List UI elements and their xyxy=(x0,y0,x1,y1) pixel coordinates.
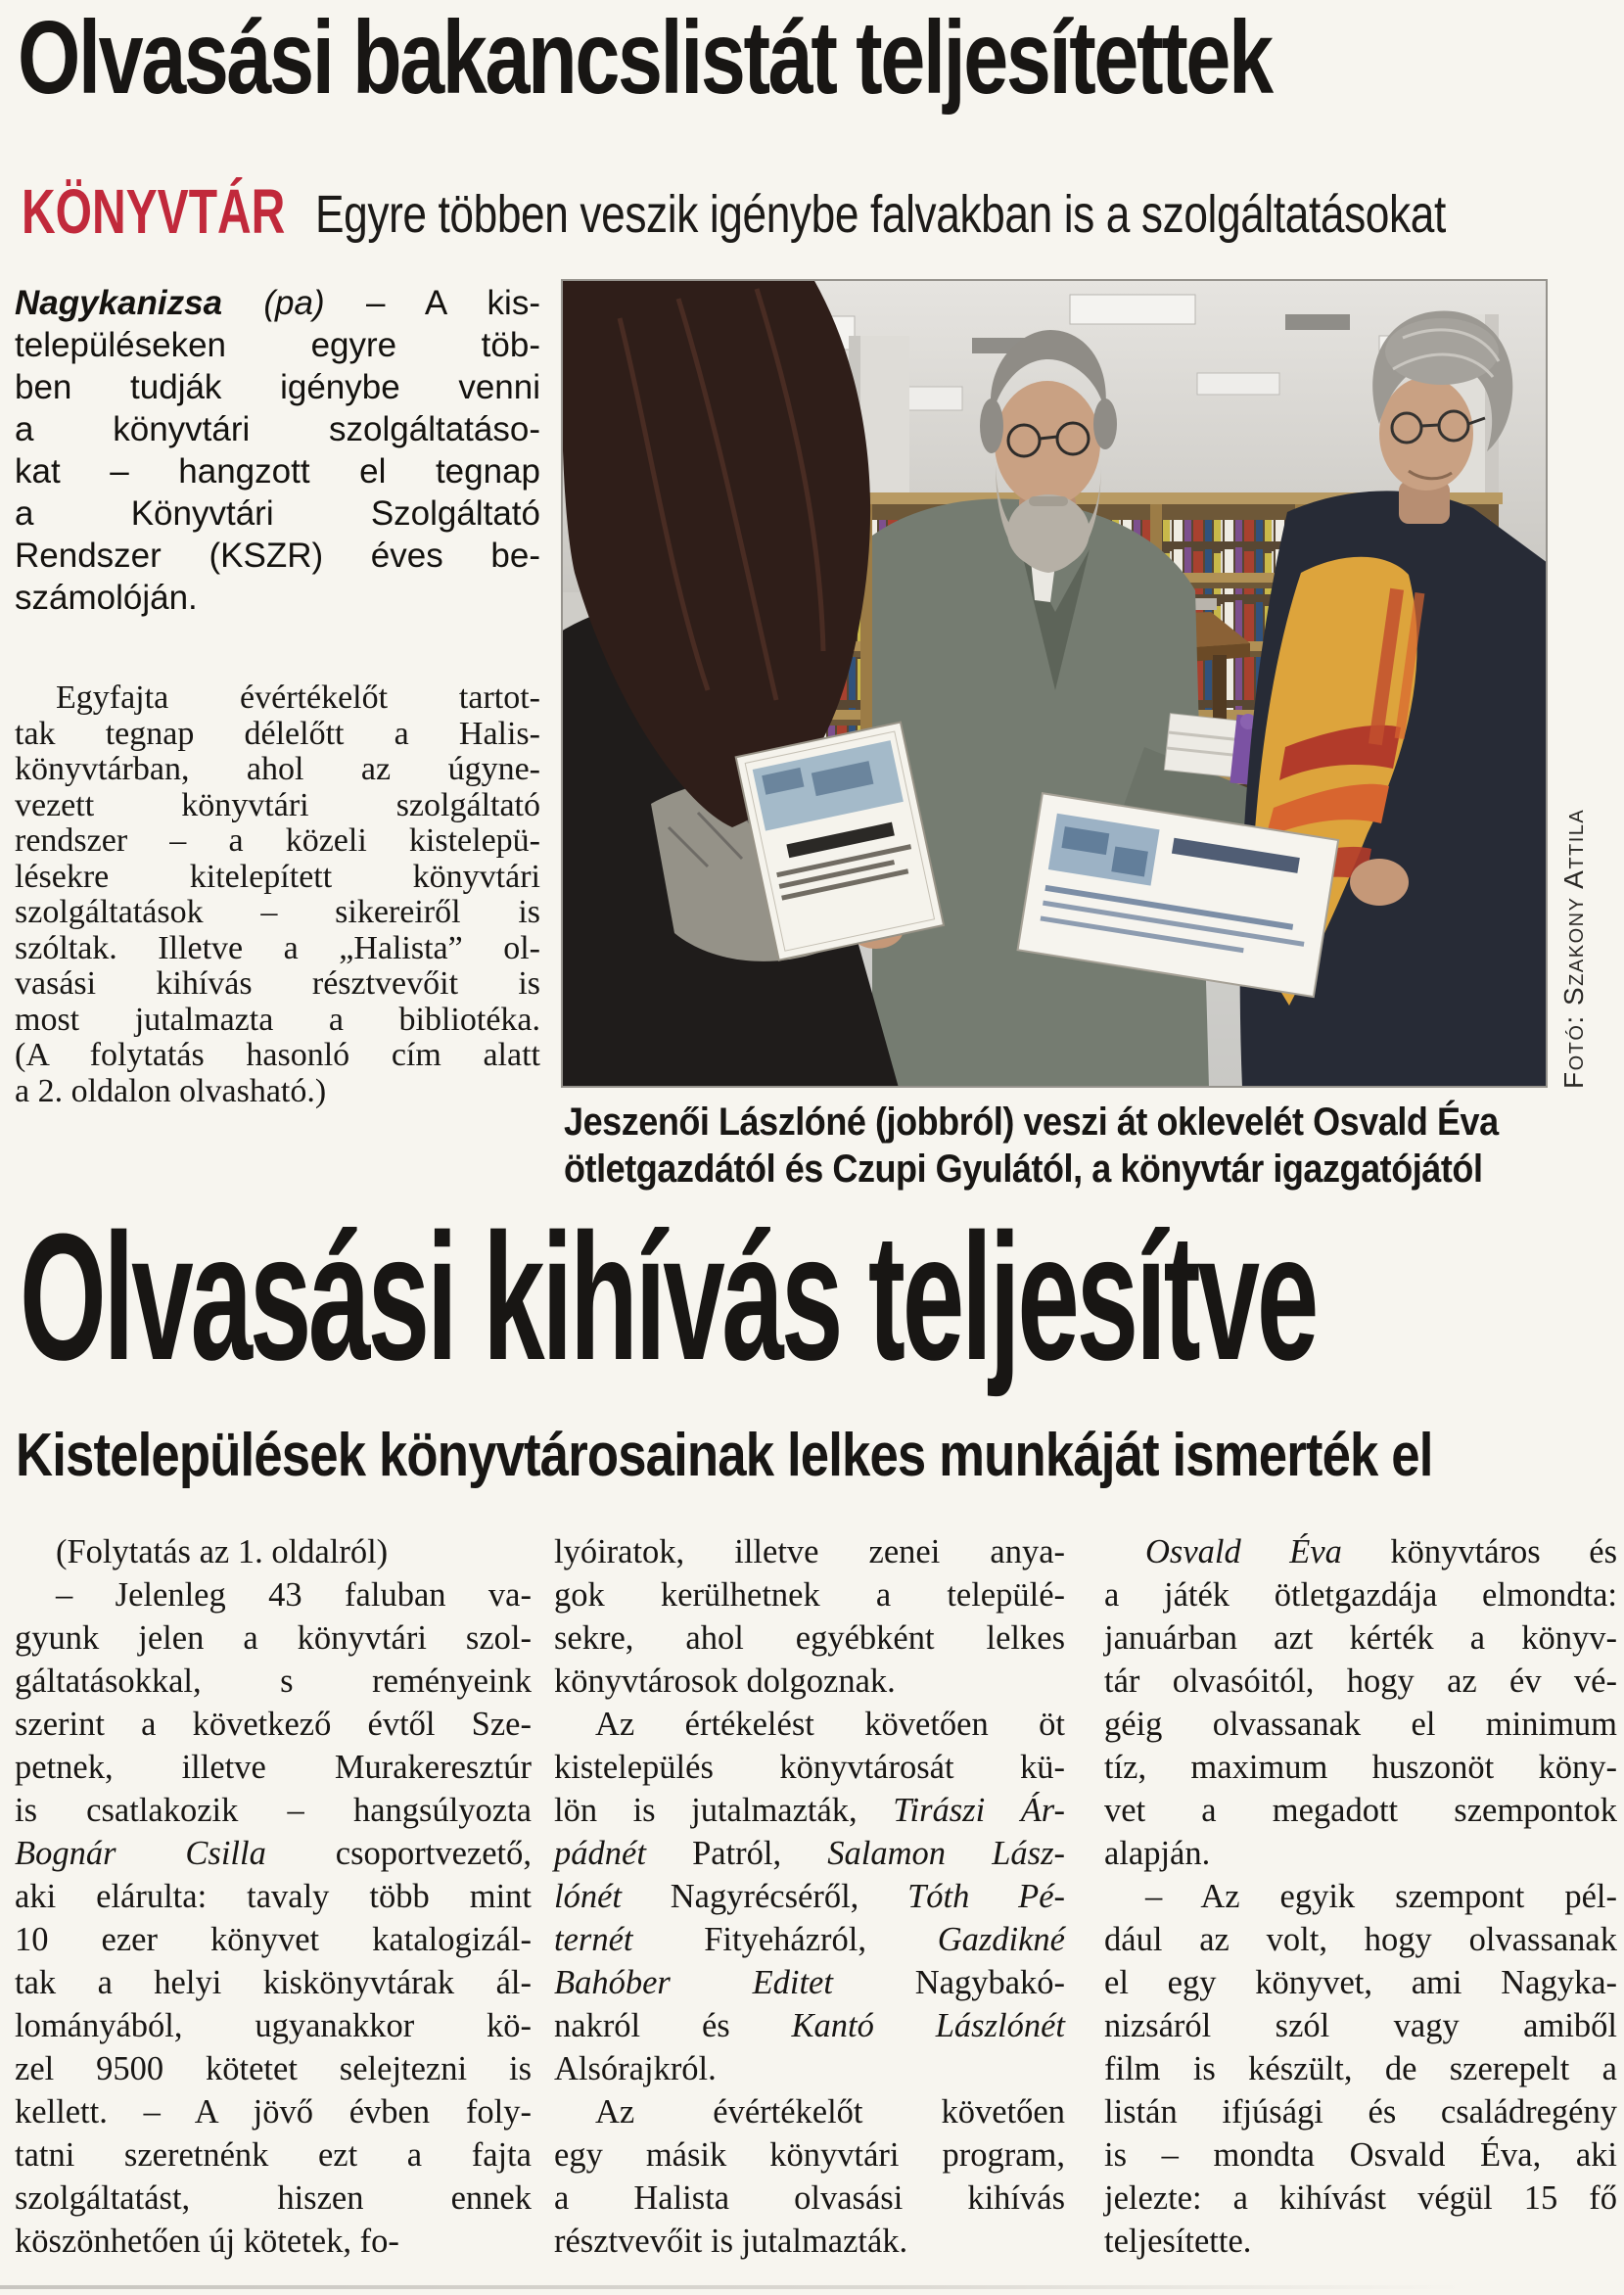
text-line: lományából, ugyanakkor kö- xyxy=(15,2007,532,2044)
text-line: ternét Fityeházról, Gazdikné xyxy=(554,1921,1065,1958)
text-line: rendszer – a közeli kistelepü- xyxy=(15,822,540,859)
text-line: köszönhetően új kötetek, fo- xyxy=(15,2223,399,2260)
text-line: lön is jutalmazták, Tirászi Ár- xyxy=(554,1792,1065,1829)
text-line: ben tudják igénybe venni xyxy=(15,368,540,406)
text-line: Egyfajta évértékelőt tartot- xyxy=(56,679,540,716)
text-line: aki elárulta: tavaly több mint xyxy=(15,1878,532,1915)
text-line: településeken egyre töb- xyxy=(15,326,540,364)
text-line: számolóján. xyxy=(15,579,198,617)
text-line: lésekre kitelepített könyvtári xyxy=(15,858,540,895)
paragraph xyxy=(1104,1875,1617,2263)
library-photo-illustration xyxy=(561,279,1548,1088)
text-line: a 2. oldalon olvasható.) xyxy=(15,1072,327,1109)
paragraph xyxy=(554,1530,1065,1703)
body-column-1 xyxy=(15,1530,532,2263)
text-line: film is készült, de szerepelt a xyxy=(1104,2050,1617,2087)
text-line: kellett. – A jövő évben foly- xyxy=(15,2093,532,2131)
text-line: a könyvtári szolgáltatáso- xyxy=(15,410,540,448)
text-line: sekre, ahol egyébként lelkes xyxy=(554,1619,1065,1657)
headline-secondary: Olvasási kihívás teljesítve xyxy=(20,1195,1317,1397)
text-line: résztvevőit is jutalmazták. xyxy=(554,2223,908,2260)
text-line: januárban azt kérték a könyv- xyxy=(1104,1619,1617,1657)
text-line: listán ifjúsági és családregény xyxy=(1104,2093,1617,2131)
body-column-2 xyxy=(554,1530,1065,2263)
text-line: Bognár Csilla csoportvezető, xyxy=(15,1835,532,1872)
photo-credit: Fotó: Szakony Attila xyxy=(1558,808,1589,1089)
text-line: géig olvassanak el minimum xyxy=(1104,1706,1617,1743)
text-line: is csatlakozik – hangsúlyozta xyxy=(15,1792,532,1829)
text-line: teljesítette. xyxy=(1104,2223,1252,2260)
text-line: tíz, maximum huszonöt köny- xyxy=(1104,1749,1617,1786)
kicker-label: KÖNYVTÁR xyxy=(22,176,286,247)
text-line: lónét Nagyrécséről, Tóth Pé- xyxy=(554,1878,1066,1915)
article-photo xyxy=(561,279,1548,1088)
scan-edge-artifact xyxy=(0,2285,1624,2289)
text-line: a Halista olvasási kihívás xyxy=(554,2179,1065,2217)
paragraph xyxy=(554,2090,1065,2263)
text-line: tár olvasóitól, hogy az év vé- xyxy=(1104,1663,1617,1700)
text-line: nakról és Kantó Lászlónét xyxy=(554,2007,1065,2044)
text-line: tak a helyi kiskönyvtárak ál- xyxy=(15,1964,532,2001)
text-line: vasási kihívás résztvevőit is xyxy=(15,965,540,1002)
intro-paragraph xyxy=(15,680,540,1109)
paragraph xyxy=(15,1573,532,2263)
text-line: gok kerülhetnek a települé- xyxy=(554,1576,1065,1614)
text-line: jelezte: a kihívást végül 15 fő xyxy=(1104,2179,1617,2217)
text-line: – Jelenleg 43 faluban va- xyxy=(56,1576,532,1614)
text-line: vezett könyvtári szolgáltató xyxy=(15,786,540,823)
text-line: vet a megadott szempontok xyxy=(1104,1792,1617,1829)
text-line: 10 ezer könyvet katalogizál- xyxy=(15,1921,532,1958)
headline-main: Olvasási bakancslistát teljesítettek xyxy=(18,0,1272,116)
text-line: gáltatásokkal, s reményeink xyxy=(15,1663,532,1700)
text-line: Bahóber Editet Nagybakó- xyxy=(554,1964,1065,2001)
text-line: szolgáltatások – sikereiről is xyxy=(15,894,540,930)
text-line: – Az egyik szempont pél- xyxy=(1145,1878,1617,1915)
text-line: egy másik könyvtári program, xyxy=(554,2136,1065,2174)
handshake xyxy=(1350,859,1409,906)
text-line: Jeszenői Lászlóné (jobbról) veszi át oklevelét Osvald Éva xyxy=(564,1101,1499,1144)
text-line: szóltak. Illetve a „Halista” ol- xyxy=(15,929,540,966)
text-line: zel 9500 kötetet selejtezni is xyxy=(15,2050,532,2087)
kicker-text: Egyre többen veszik igénybe falvakban is a szolgáltatásokat xyxy=(315,185,1446,244)
text-line: tatni szeretnénk ezt a fajta xyxy=(15,2136,532,2174)
text-line: pádnét Patról, Salamon Lász- xyxy=(554,1835,1065,1872)
text-line: Az értékelést követően öt xyxy=(595,1706,1065,1743)
text-line: szolgáltatást, hiszen ennek xyxy=(15,2179,532,2217)
text-line: könyvtárban, ahol az úgyne- xyxy=(15,751,540,787)
text-line: nizsáról szól vagy amiből xyxy=(1104,2007,1617,2044)
text-line: kat – hangzott el tegnap xyxy=(15,452,540,491)
body-column-3 xyxy=(1104,1530,1617,2263)
text-line: kistelepülés könyvtárosát kü- xyxy=(554,1749,1065,1786)
lead-lines xyxy=(15,324,540,619)
text-line: lyóiratok, illetve zenei anya- xyxy=(554,1533,1065,1570)
text-line: (Folytatás az 1. oldalról) xyxy=(56,1533,389,1570)
text-line: alapján. xyxy=(1104,1835,1211,1872)
dateline-byline: (pa) xyxy=(263,284,325,322)
paragraph xyxy=(554,1703,1065,2090)
text-line: Az évértékelőt követően xyxy=(595,2093,1065,2131)
text-line: ötletgazdától és Czupi Gyulától, a könyvtár igazgatójától xyxy=(564,1148,1483,1191)
text-line: a játék ötletgazdája elmondta: xyxy=(1104,1576,1617,1614)
text-line: Osvald Éva könyvtáros és xyxy=(1145,1533,1617,1570)
lead-first-line-rest: – A kis- xyxy=(365,284,540,322)
lead-paragraph xyxy=(15,282,540,619)
text-line: könyvtárosok dolgoznak. xyxy=(554,1663,896,1700)
paragraph xyxy=(1104,1530,1617,1875)
text-line: Alsórajkról. xyxy=(554,2050,717,2087)
text-line: el egy könyvet, ami Nagyka- xyxy=(1104,1964,1617,2001)
text-line: gyunk jelen a könyvtári szol- xyxy=(15,1619,532,1657)
text-line: tak tegnap délelőtt a Halis- xyxy=(15,715,540,752)
text-line: a Könyvtári Szolgáltató xyxy=(15,494,540,533)
photo-caption xyxy=(564,1099,1551,1193)
text-line: petnek, illetve Murakeresztúr xyxy=(15,1749,532,1786)
text-line: szerint a következő évtől Sze- xyxy=(15,1706,532,1743)
text-line: is – mondta Osvald Éva, aki xyxy=(1104,2136,1617,2174)
text-line: most jutalmazta a bibliotéka. xyxy=(15,1001,540,1038)
deck-subheadline: Kistelepülések könyvtárosainak lelkes munkáját ismerték el xyxy=(16,1422,1433,1489)
text-line: Rendszer (KSZR) éves be- xyxy=(15,537,540,575)
text-line: (A folytatás hasonló cím alatt xyxy=(15,1037,540,1073)
dateline-city: Nagykanizsa xyxy=(15,284,223,322)
text-line: dául az volt, hogy olvassanak xyxy=(1104,1921,1617,1958)
text-line xyxy=(15,282,540,324)
paragraph xyxy=(15,1530,532,1573)
